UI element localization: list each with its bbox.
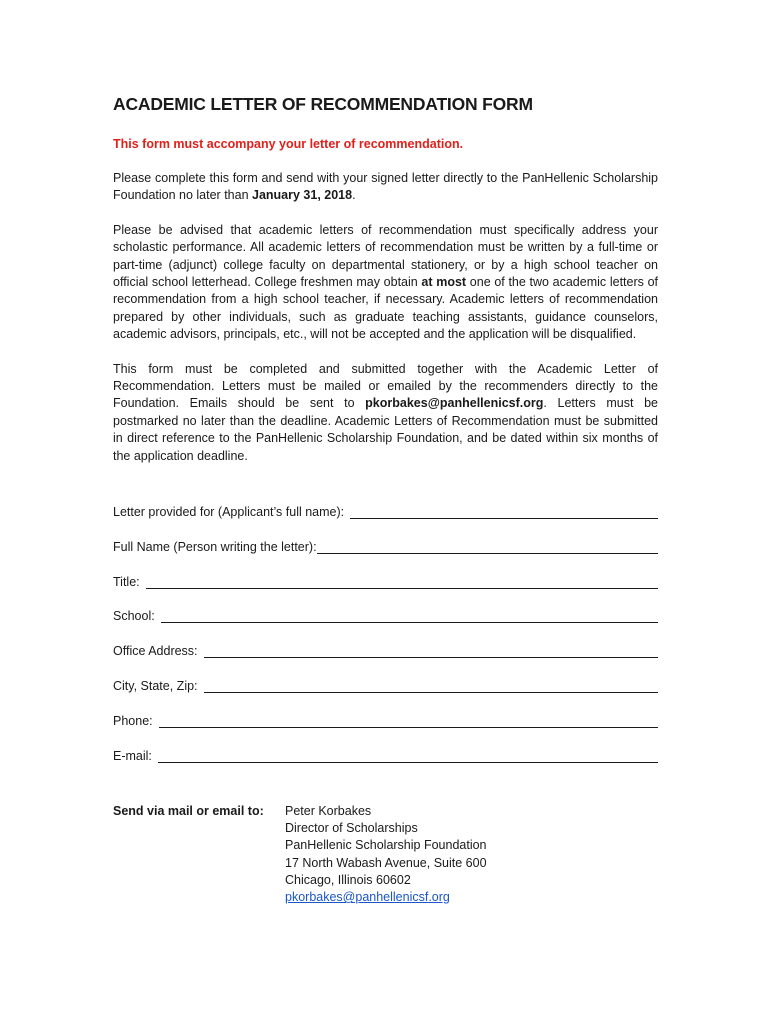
form-subtitle: This form must accompany your letter of recommendation. (113, 137, 464, 151)
recipient-organization: PanHellenic Scholarship Foundation (285, 838, 487, 853)
form-page (113, 92, 658, 906)
school-label: School: (113, 609, 155, 624)
submission-paragraph (113, 361, 658, 465)
email-field (113, 745, 658, 763)
office-address-field (113, 640, 658, 658)
advisory-text-end: one of the two academic letters of recommendation from a high school teacher, if necessary. Academic letters of recommendation prepared by other individuals, such as graduate teaching assistants, guidance counselors, academic advisors, principals, etc., will not be accepted and the application will be disqualified. (113, 275, 658, 342)
instructions-paragraph (113, 170, 658, 205)
city-state-zip-label: City, State, Zip: (113, 679, 198, 694)
title-field (113, 571, 658, 589)
recipient-city: Chicago, Illinois 60602 (285, 872, 411, 887)
writer-name-field (113, 536, 658, 554)
recipient-role: Director of Scholarships (285, 820, 418, 835)
applicant-name-label: Letter provided for (Applicant’s full name): (113, 505, 345, 520)
submission-text-end: . Letters must be postmarked no later than the deadline. Academic Letters of Recommendation must be submitted in direct reference to the PanHellenic Scholarship Foundation, and be dated within six months of the application deadline. (113, 396, 658, 463)
form-fields (113, 501, 658, 763)
instructions-end: . (352, 188, 356, 203)
writer-name-input[interactable] (317, 539, 658, 554)
phone-label: Phone: (113, 713, 153, 728)
recipient-name: Peter Korbakes (285, 803, 372, 818)
recipient-email-link[interactable]: pkorbakes@panhellenicsf.org (285, 890, 450, 905)
recipient-street: 17 North Wabash Avenue, Suite 600 (285, 855, 487, 870)
applicant-name-field (113, 501, 658, 519)
city-state-zip-input[interactable] (204, 678, 658, 693)
instructions-text: Please complete this form and send with your signed letter directly to the PanHellenic Scholarship Foundation no later than (113, 171, 658, 203)
mailing-address (285, 803, 487, 907)
advisory-emphasis: at most (421, 275, 467, 290)
deadline-date: January 31, 2018 (252, 188, 353, 203)
submission-text-start: This form must be completed and submitted together with the Academic Letter of Recommendation. Letters must be mailed or emailed by the recommenders directly to the Foundation. Emails should be sent to (113, 361, 658, 411)
form-title: ACADEMIC LETTER OF RECOMMENDATION FORM (113, 94, 533, 114)
title-input[interactable] (146, 574, 658, 589)
title-label: Title: (113, 574, 140, 589)
send-to-block (113, 803, 658, 907)
submission-email: pkorbakes@panhellenicsf.org (365, 396, 544, 411)
office-address-label: Office Address: (113, 644, 198, 659)
phone-input[interactable] (159, 713, 658, 728)
applicant-name-input[interactable] (350, 504, 658, 519)
city-state-zip-field (113, 675, 658, 693)
office-address-input[interactable] (204, 643, 658, 658)
writer-name-label: Full Name (Person writing the letter): (113, 539, 317, 554)
advisory-text-start: Please be advised that academic letters of recommendation must specifically address your scholastic performance. All academic letters of recommendation must be written by a full-time or part-time (adjunct) college faculty on departmental stationery, or by a high school teacher on official school letterhead. College freshmen may obtain (113, 222, 658, 290)
school-input[interactable] (161, 608, 658, 623)
school-field (113, 605, 658, 623)
advisory-paragraph (113, 222, 658, 344)
email-label: E-mail: (113, 748, 152, 763)
email-input[interactable] (158, 748, 658, 763)
phone-field (113, 710, 658, 728)
send-to-label: Send via mail or email to: (113, 803, 264, 818)
